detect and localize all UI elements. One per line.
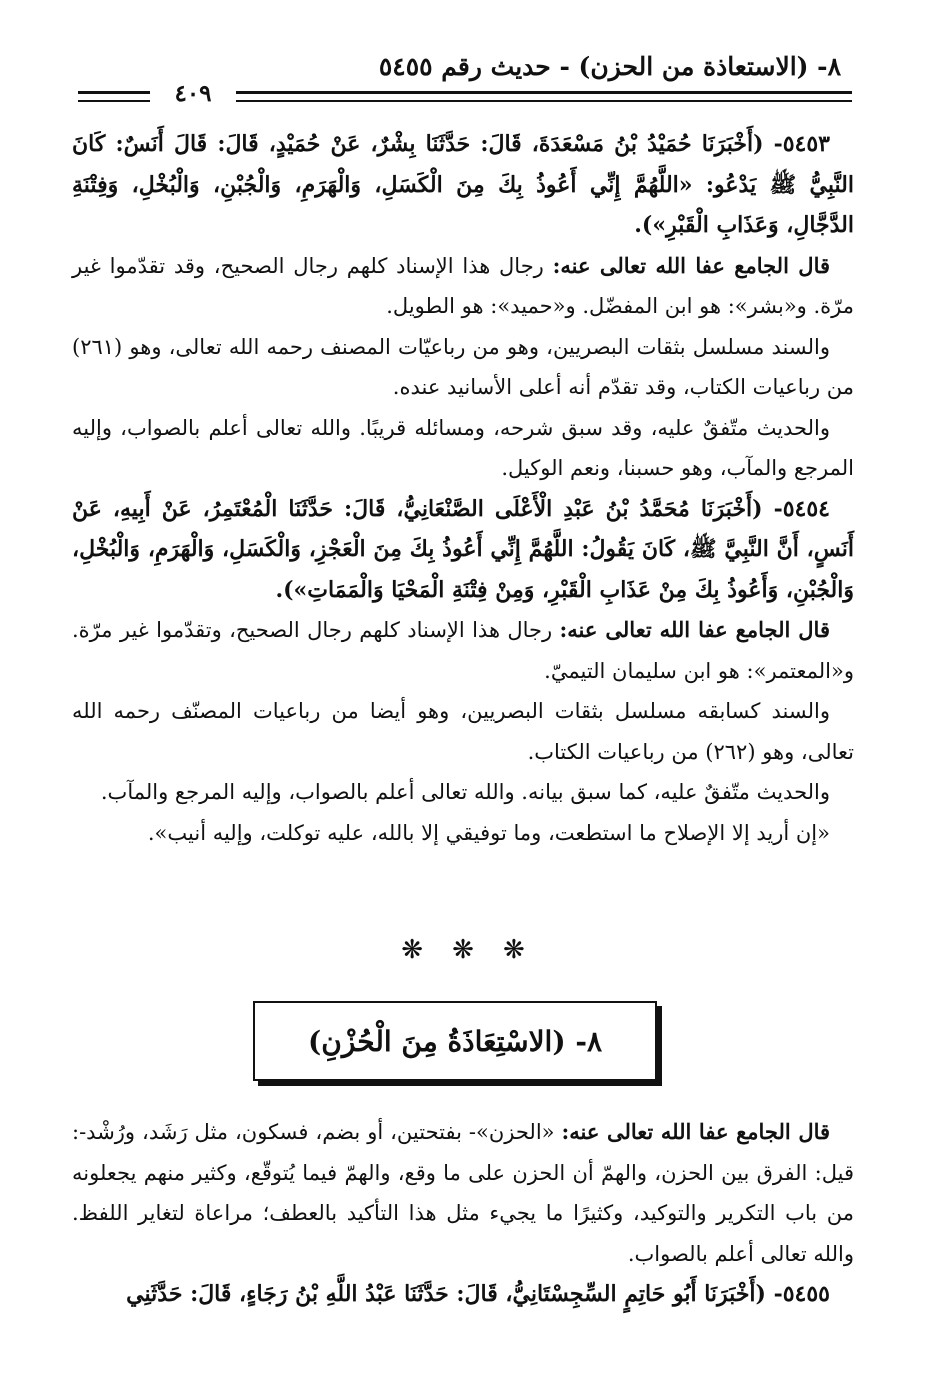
commentary-paragraph <box>72 246 854 327</box>
chapter-heading-box <box>253 1001 657 1081</box>
header-rule-left-top <box>78 91 150 94</box>
chapter-title: ٨- (الاسْتِعَاذَةُ مِنَ الْحُزْنِ) <box>308 1024 602 1058</box>
commentary-text: رجال هذا الإسناد كلهم رجال الصحيح، وتقدّموا غير مرّة. و«المعتمر»: هو ابن سليمان التيميّ. <box>72 618 854 683</box>
commentary-text: رجال هذا الإسناد كلهم رجال الصحيح، وقد تقدّموا غير مرّة. و«بشر»: هو ابن المفضّل. و«حميد»: هو الطويل. <box>72 253 854 318</box>
commentary-lead: قال الجامع عفا الله تعالى عنه: <box>552 252 831 278</box>
page-number: ٤٠٩ <box>174 80 212 107</box>
paragraph: والحديث متّفقٌ عليه، كما سبق بيانه. والله تعالى أعلم بالصواب، وإليه المرجع والمآب. <box>100 780 830 804</box>
main-text <box>72 124 854 853</box>
commentary-lead: قال الجامع عفا الله تعالى عنه: <box>561 1119 831 1144</box>
paragraph: والسند كسابقه مسلسل بثقات البصريين، وهو أيضا من رباعيات المصنّف رحمه الله تعالى، وهو (٢٦٢) من رباعيات الكتاب. <box>72 699 854 764</box>
commentary-paragraph <box>72 1112 854 1274</box>
commentary-text: «الحزن»- بفتحتين، أو بضم، فسكون، مثل رَشَد، ورُشْد-: قيل: الفرق بين الحزن، والهمّ أن الحزن على ما وقع، والهمّ فيما يُتوقّع، وكثير منهم يجعلونه من باب التكرير والتوكيد، وكثيرًا ما يجيء مثل هذا التأكيد بالعطف؛ مراعاة لتغاير اللفظ. والله تعالى أعلم بالصواب. <box>72 1120 854 1266</box>
running-header-title: ٨- (الاستعاذة من الحزن) - حديث رقم ٥٤٥٥ <box>378 52 841 81</box>
header-rule-left-bottom <box>78 100 150 102</box>
header-rule-top <box>236 91 852 94</box>
section-separator: ❋ ❋ ❋ <box>401 935 535 965</box>
header-rule-bottom <box>236 100 852 102</box>
paragraph: والسند مسلسل بثقات البصريين، وهو من رباعيّات المصنف رحمه الله تعالى، وهو (٢٦١) من رباعيات الكتاب، وقد تقدّم أنه أعلى الأسانيد عنده. <box>72 334 854 399</box>
paragraph: والحديث متّفقٌ عليه، وقد سبق شرحه، ومسائله قريبًا. والله تعالى أعلم بالصواب، وإليه المرجع والمآب، وهو حسبنا، ونعم الوكيل. <box>72 415 854 480</box>
commentary-lead: قال الجامع عفا الله تعالى عنه: <box>559 617 830 642</box>
hadith-5455: ٥٤٥٥- (أَخْبَرَنَا أَبُو حَاتِمٍ السِّجِسْتَانِيُّ، قَالَ: حَدَّثَنَا عَبْدُ اللَّهِ بْنُ رَجَاءٍ، قَالَ: حَدَّثَنِي <box>126 1281 830 1307</box>
commentary-paragraph <box>72 610 854 691</box>
hadith-5453: ٥٤٥٣- (أَخْبَرَنَا حُمَيْدُ بْنُ مَسْعَدَةَ، قَالَ: حَدَّثَنَا بِشْرٌ، عَنْ حُمَيْدٍ، قَالَ: قَالَ أَنَسٌ: كَانَ النَّبِيُّ ﷺ يَدْعُو: «اللَّهُمَّ إِنِّي أَعُوذُ بِكَ مِنَ الْكَسَلِ، وَالْهَرَمِ، وَالْجُبْنِ، وَالْبُخْلِ، وَفِتْنَةِ الدَّجَّالِ، وَعَذَابِ الْقَبْرِ»). <box>72 131 854 238</box>
closing-quote: «إن أريد إلا الإصلاح ما استطعت، وما توفيقي إلا بالله، عليه توكلت، وإليه أنيب». <box>147 820 830 845</box>
hadith-5454: ٥٤٥٤- (أَخْبَرَنَا مُحَمَّدُ بْنُ عَبْدِ الْأَعْلَى الصَّنْعَانِيُّ، قَالَ: حَدَّثَنَا الْمُعْتَمِرُ، عَنْ أَبِيهِ، عَنْ أَنَسٍ، أَنَّ النَّبِيَّ ﷺ، كَانَ يَقُولُ: اللَّهُمَّ إِنِّي أَعُوذُ بِكَ مِنَ الْعَجْزِ، وَالْكَسَلِ، وَالْهَرَمِ، وَالْبُخْلِ، وَالْجُبْنِ، وَأَعُوذُ بِكَ مِنْ عَذَابِ الْقَبْرِ، وَمِنْ فِتْنَةِ الْمَحْيَا وَالْمَمَاتِ»). <box>72 495 854 603</box>
chapter-text <box>72 1112 854 1315</box>
